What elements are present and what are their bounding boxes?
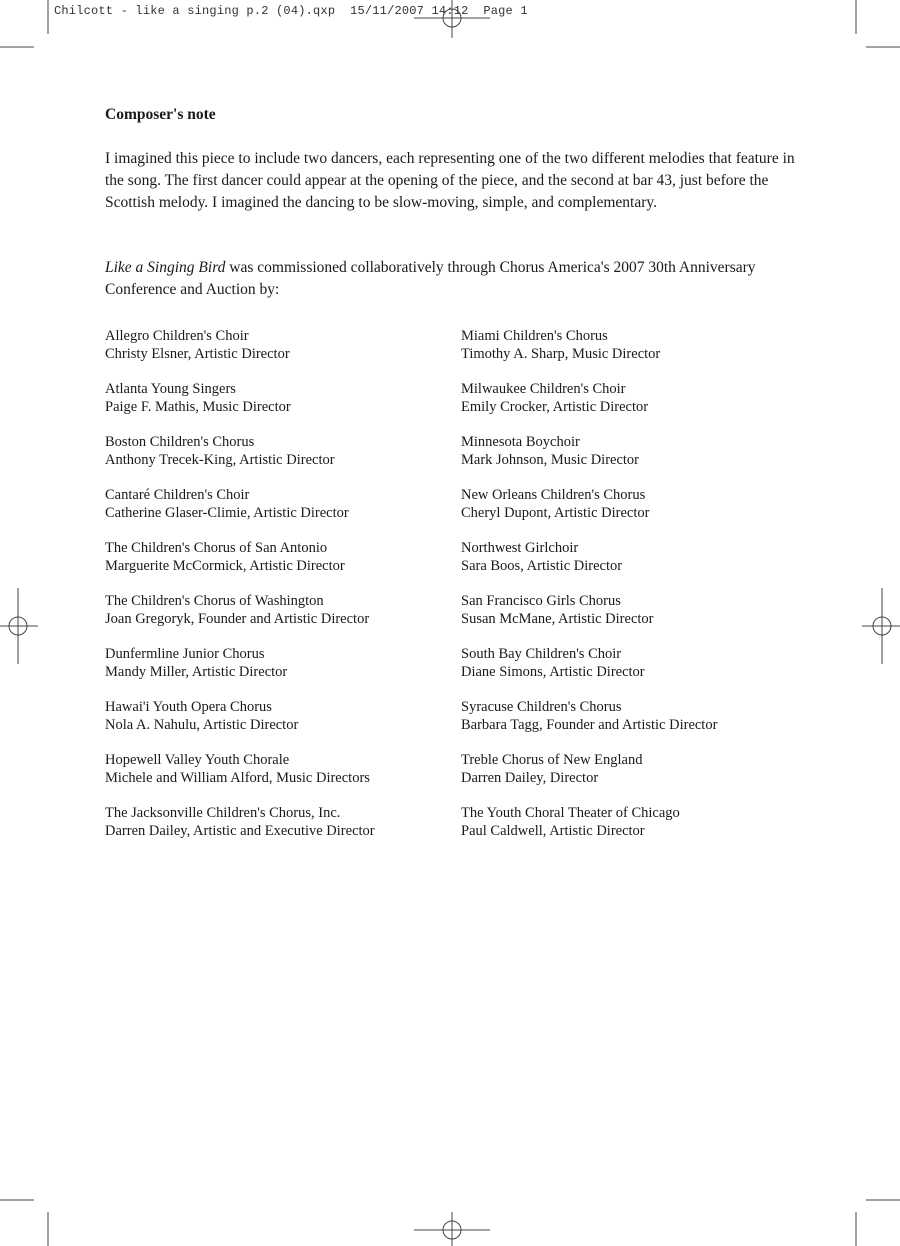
choir-director: Sara Boos, Artistic Director <box>461 558 623 574</box>
commissioner-entry <box>461 645 791 681</box>
choir-name: Boston Children's Chorus <box>105 434 255 450</box>
commission-text: was commissioned collaboratively through Chorus America's 2007 30th Anniversary Conference and Auction by: <box>105 259 756 298</box>
choir-director: Timothy A. Sharp, Music Director <box>461 346 661 362</box>
commissioner-entry <box>105 486 461 522</box>
choir-name: Cantaré Children's Choir <box>105 487 250 503</box>
choir-director: Marguerite McCormick, Artistic Director <box>105 558 345 574</box>
commissioners-list <box>105 327 791 840</box>
commissioner-entry <box>461 486 791 522</box>
choir-name: Milwaukee Children's Choir <box>461 381 626 397</box>
choir-name: Hopewell Valley Youth Chorale <box>105 752 290 768</box>
choir-director: Christy Elsner, Artistic Director <box>105 346 290 362</box>
commissioner-entry <box>461 327 791 363</box>
commissioner-entry <box>105 539 461 575</box>
choir-name: Northwest Girlchoir <box>461 540 579 556</box>
choir-name: New Orleans Children's Chorus <box>461 487 646 503</box>
choir-name: South Bay Children's Choir <box>461 646 622 662</box>
choir-name: The Children's Chorus of San Antonio <box>105 540 328 556</box>
choir-name: San Francisco Girls Chorus <box>461 593 621 609</box>
commissioner-entry <box>105 698 461 734</box>
registration-mark-bottom <box>414 1212 490 1246</box>
composers-note-paragraph: I imagined this piece to include two dancers, each representing one of the two different melodies that feature in the song. The first dancer could appear at the opening of the piece, and the second at bar 43, just before the Scottish melody. I imagined the dancing to be slow-moving, simple, and complementary. <box>105 150 795 211</box>
commissioner-entry <box>461 751 791 787</box>
registration-mark-top <box>414 0 490 38</box>
choir-director: Catherine Glaser-Climie, Artistic Director <box>105 505 349 521</box>
choir-name: Miami Children's Chorus <box>461 328 608 344</box>
choir-director: Paige F. Mathis, Music Director <box>105 399 291 415</box>
slug-filename: Chilcott - like a singing p.2 (04).qxp <box>54 4 336 18</box>
commissioner-entry <box>461 698 791 734</box>
commission-statement <box>105 257 805 301</box>
slug-date: 15/11/2007 <box>350 4 425 18</box>
commissioner-entry <box>105 645 461 681</box>
commissioner-entry <box>461 380 791 416</box>
choir-director: Diane Simons, Artistic Director <box>461 664 645 680</box>
choir-director: Mandy Miller, Artistic Director <box>105 664 288 680</box>
commissioner-entry <box>461 539 791 575</box>
registration-mark-left <box>0 588 38 664</box>
registration-mark-right <box>862 588 900 664</box>
commissioner-entry <box>105 751 461 787</box>
choir-name: Allegro Children's Choir <box>105 328 249 344</box>
choir-director: Mark Johnson, Music Director <box>461 452 640 468</box>
choir-director: Joan Gregoryk, Founder and Artistic Director <box>105 611 370 627</box>
slug-page: Page 1 <box>483 4 528 18</box>
choir-director: Susan McMane, Artistic Director <box>461 611 654 627</box>
slug-time: 14:12 <box>431 4 469 18</box>
commissioner-entry <box>105 380 461 416</box>
commissioner-entry <box>461 592 791 628</box>
commissioner-entry <box>461 433 791 469</box>
choir-director: Emily Crocker, Artistic Director <box>461 399 649 415</box>
commissioner-entry <box>105 592 461 628</box>
choir-name: Syracuse Children's Chorus <box>461 699 622 715</box>
choir-director: Anthony Trecek-King, Artistic Director <box>105 452 335 468</box>
choir-director: Michele and William Alford, Music Directors <box>105 770 370 786</box>
choir-name: Minnesota Boychoir <box>461 434 580 450</box>
choir-name: The Children's Chorus of Washington <box>105 593 324 609</box>
choir-name: The Jacksonville Children's Chorus, Inc. <box>105 805 341 821</box>
choir-director: Paul Caldwell, Artistic Director <box>461 823 645 839</box>
choir-director: Darren Dailey, Director <box>461 770 599 786</box>
commissioner-entry <box>105 327 461 363</box>
choir-director: Nola A. Nahulu, Artistic Director <box>105 717 299 733</box>
choir-name: Treble Chorus of New England <box>461 752 643 768</box>
commissioner-entry <box>105 804 461 840</box>
choir-director: Darren Dailey, Artistic and Executive Director <box>105 823 375 839</box>
commissioner-entry <box>105 433 461 469</box>
commissioner-entry <box>461 804 791 840</box>
composers-note-heading: Composer's note <box>105 106 216 123</box>
choir-name: Dunfermline Junior Chorus <box>105 646 265 662</box>
choir-name: Hawai'i Youth Opera Chorus <box>105 699 272 715</box>
choir-name: The Youth Choral Theater of Chicago <box>461 805 680 821</box>
choir-director: Cheryl Dupont, Artistic Director <box>461 505 650 521</box>
work-title: Like a Singing Bird <box>105 259 226 276</box>
choir-name: Atlanta Young Singers <box>105 381 236 397</box>
choir-director: Barbara Tagg, Founder and Artistic Director <box>461 717 718 733</box>
